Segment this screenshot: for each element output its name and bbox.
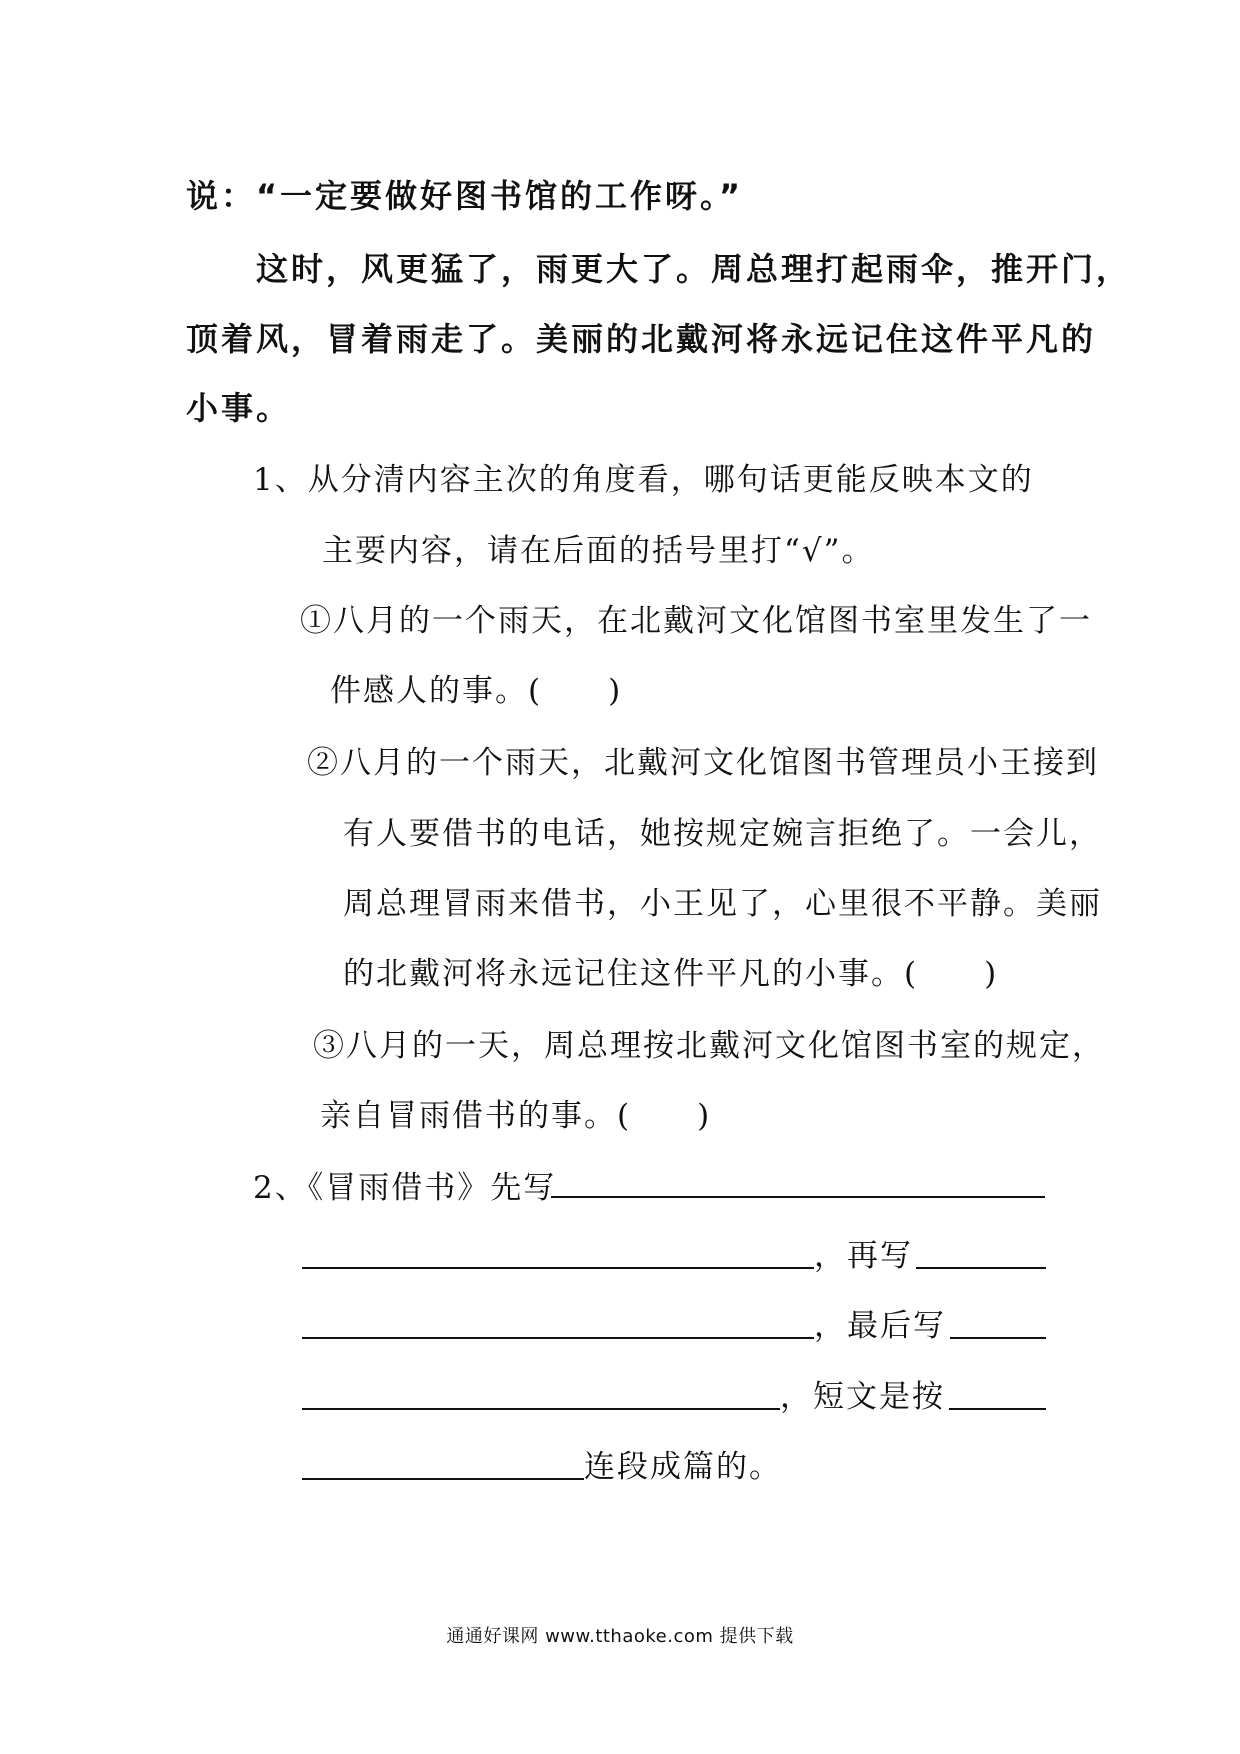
- answer-blank-1[interactable]: [551, 1196, 1045, 1198]
- question-1-option-1-line-2: 件感人的事。( ): [330, 673, 623, 709]
- question-1-option-1-line-1: ①八月的一个雨天，在北戴河文化馆图书室里发生了一: [300, 603, 1092, 639]
- answer-blank-8[interactable]: [302, 1478, 584, 1480]
- question-2-then-write: ，再写: [814, 1238, 913, 1274]
- question-1-stem-line-2: 主要内容，请在后面的括号里打“√”。: [322, 533, 875, 569]
- question-1-option-2-line-4: 的北戴河将永远记住这件平凡的小事。( ): [343, 956, 999, 992]
- question-1-option-2-line-2: 有人要借书的电话，她按规定婉言拒绝了。一会儿，: [343, 816, 1102, 852]
- answer-blank-4[interactable]: [302, 1337, 814, 1339]
- question-2-prefix: 2、《冒雨借书》先写: [253, 1170, 557, 1206]
- question-1-option-2-line-1: ②八月的一个雨天，北戴河文化馆图书管理员小王接到: [307, 745, 1099, 781]
- answer-blank-3[interactable]: [916, 1267, 1046, 1269]
- download-source-footer: 通通好课网 www.tthaoke.com 提供下载: [446, 1626, 794, 1647]
- question-2-finally-write: ，最后写: [814, 1308, 946, 1344]
- question-2-text-follows: ，短文是按: [780, 1379, 945, 1415]
- answer-blank-2[interactable]: [302, 1267, 814, 1269]
- question-1-option-2-line-3: 周总理冒雨来借书，小王见了，心里很不平静。美丽: [343, 886, 1102, 922]
- answer-blank-5[interactable]: [950, 1337, 1046, 1339]
- answer-blank-7[interactable]: [949, 1408, 1046, 1410]
- question-1-option-3-line-2: 亲自冒雨借书的事。( ): [320, 1098, 712, 1134]
- question-1-option-3-line-1: ③八月的一天，周总理按北戴河文化馆图书室的规定，: [313, 1028, 1105, 1064]
- passage-line-3: 顶着风，冒着雨走了。美丽的北戴河将永远记住这件平凡的: [186, 320, 1097, 358]
- question-2-ending: 连段成篇的。: [584, 1449, 782, 1485]
- passage-line-4: 小事。: [186, 389, 292, 427]
- answer-blank-6[interactable]: [302, 1408, 780, 1410]
- question-1-stem-line-1: 1、从分清内容主次的角度看，哪句话更能反映本文的: [253, 462, 1034, 498]
- passage-line-1: 说：“一定要做好图书馆的工作呀。”: [186, 177, 744, 215]
- passage-line-2: 这时，风更猛了，雨更大了。周总理打起雨伞，推开门，: [256, 250, 1132, 288]
